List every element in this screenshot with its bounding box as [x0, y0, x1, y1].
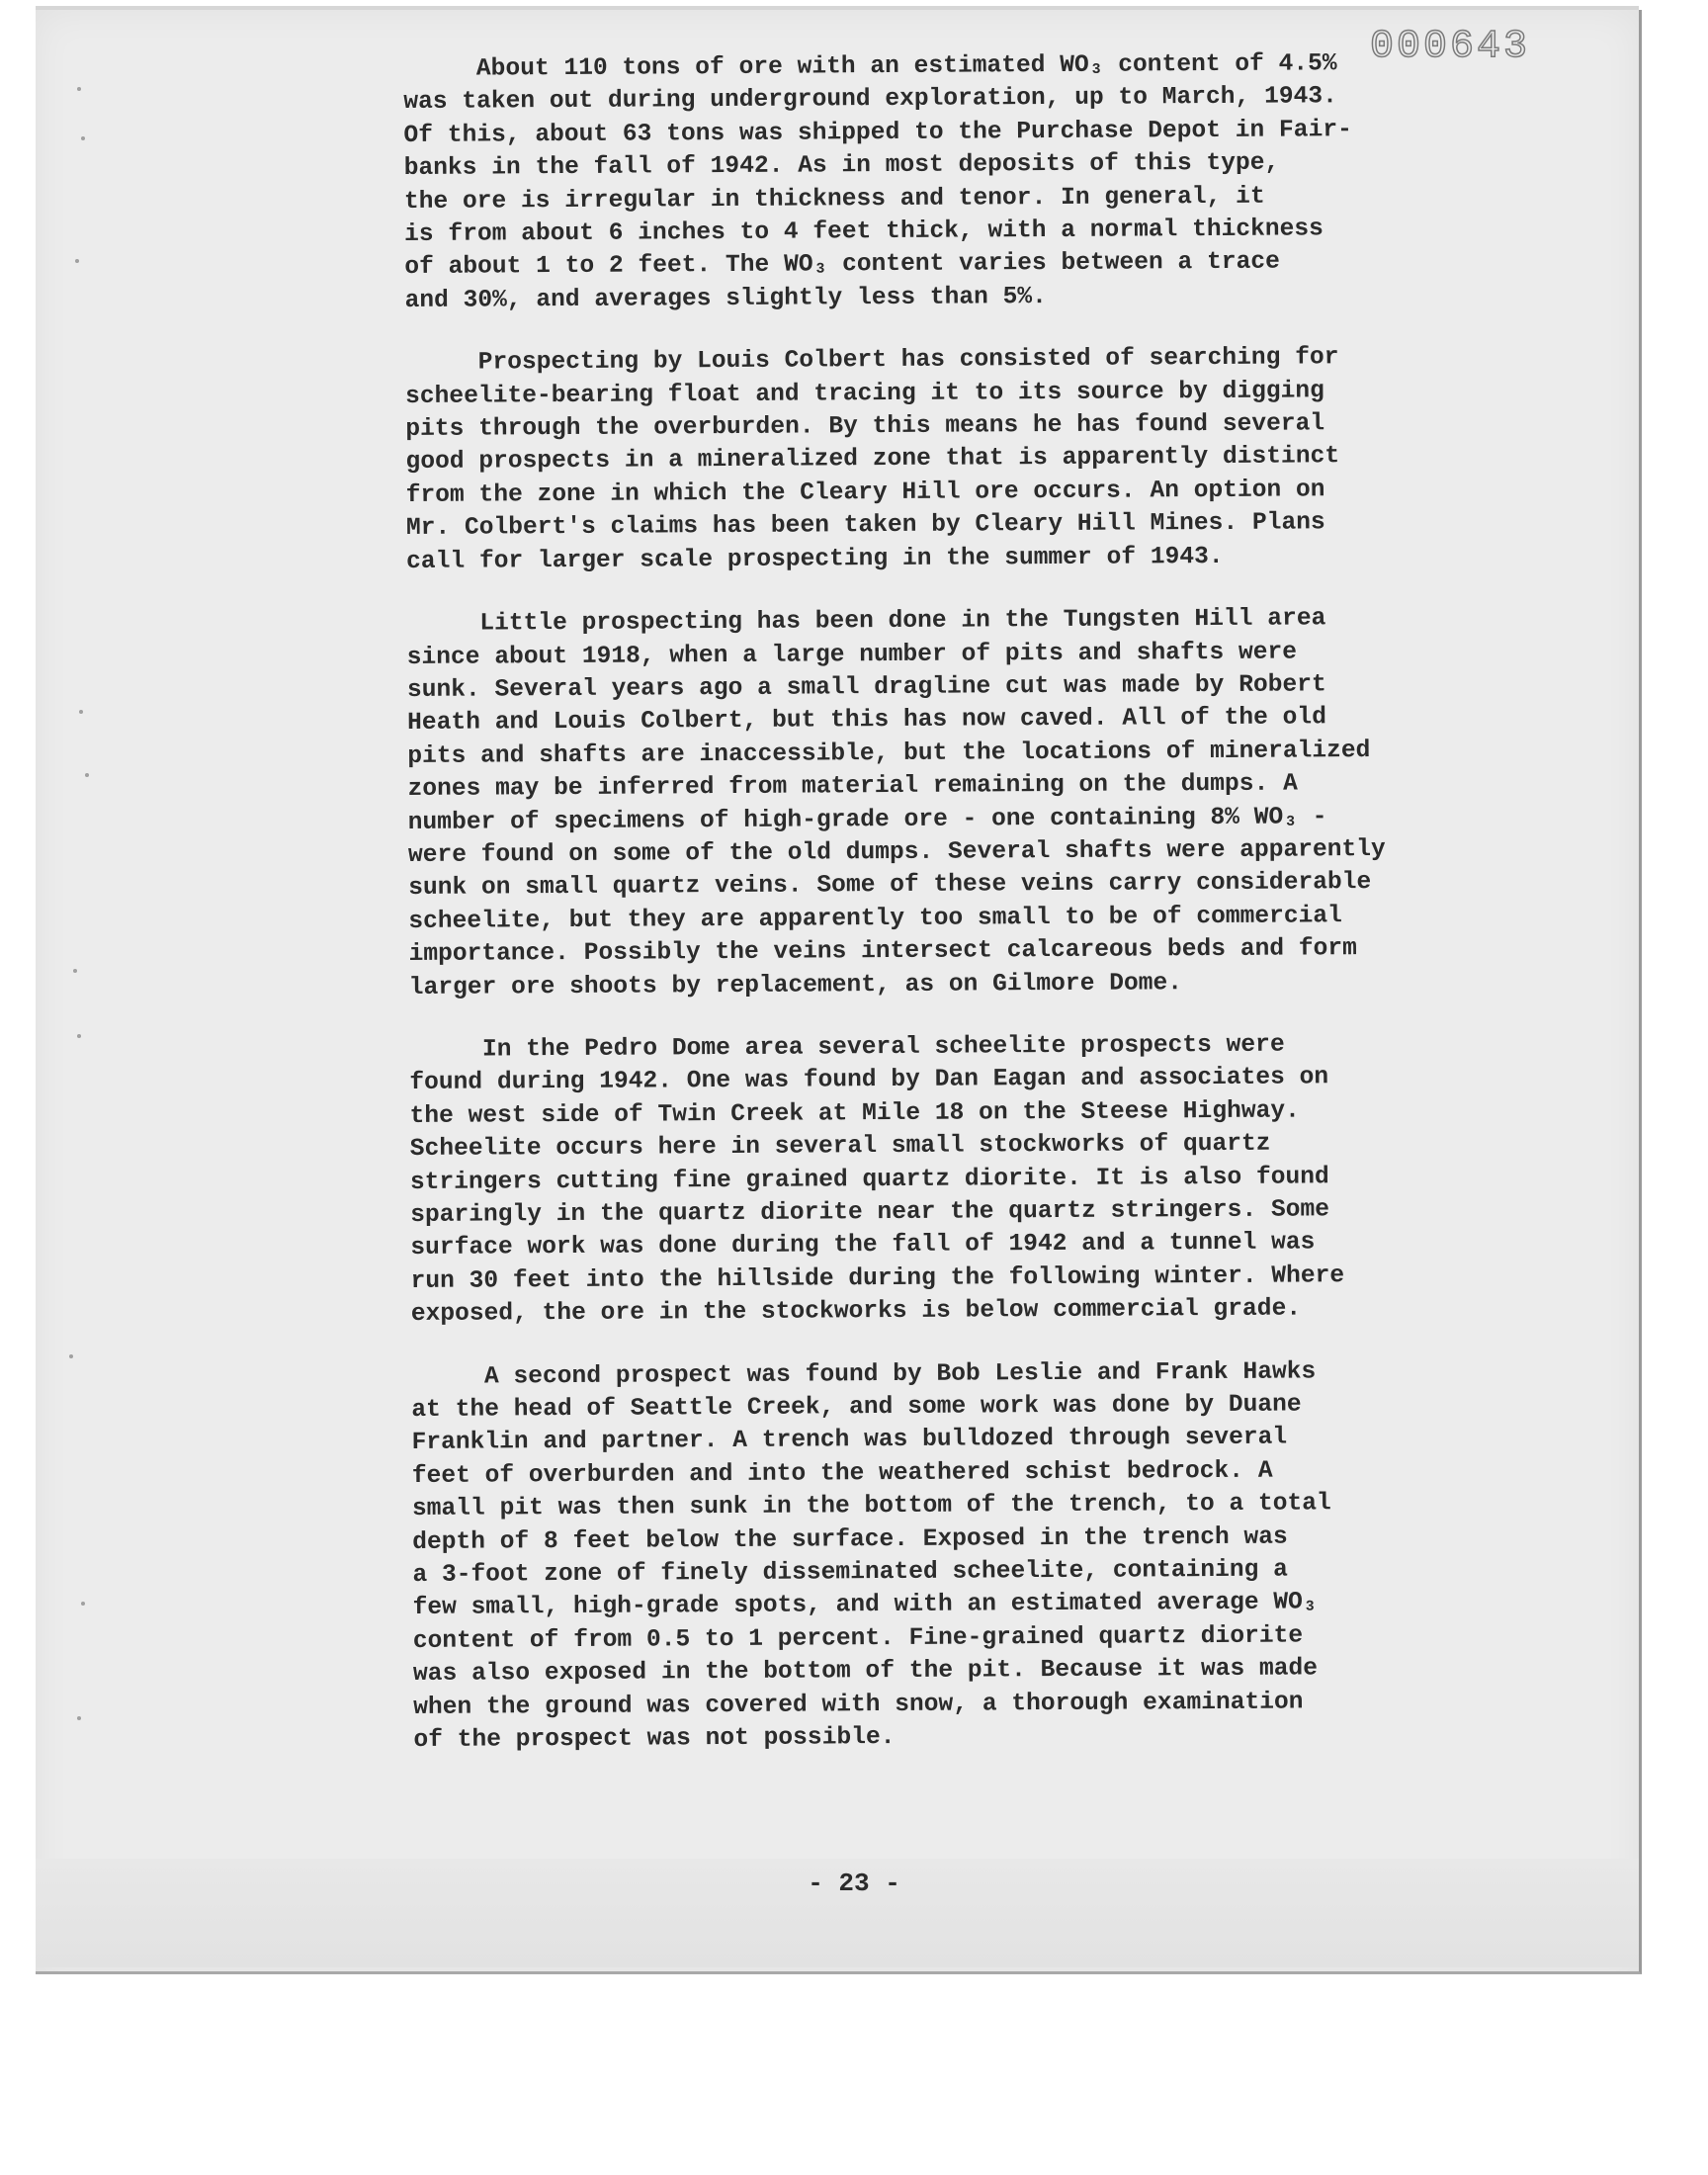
text-line: pits through the overburden. By this means he has found several [405, 410, 1325, 444]
margin-speck [85, 773, 89, 777]
text-line: stringers cutting fine grained quartz diorite. It is also found [409, 1163, 1329, 1196]
text-line: a 3-foot zone of finely disseminated scheelite, containing a [412, 1556, 1289, 1590]
text-line: Prospecting by Louis Colbert has consisted of searching for [404, 344, 1339, 378]
margin-speck [73, 969, 77, 973]
text-line: the west side of Twin Creek at Mile 18 on the Steese Highway. [409, 1097, 1300, 1130]
text-line: surface work was done during the fall of 1942 and a tunnel was [410, 1229, 1316, 1262]
text-line: depth of 8 feet below the surface. Exposed in the trench was [412, 1523, 1288, 1556]
body-paragraph [405, 340, 1541, 578]
text-line: call for larger scale prospecting in the summer of 1943. [406, 543, 1224, 575]
body-paragraph [406, 601, 1543, 1004]
body-paragraph [409, 1027, 1546, 1332]
page-number: - 23 - [808, 1869, 900, 1898]
text-line: at the head of Seattle Creek, and some work was done by Duane [411, 1391, 1302, 1425]
text-line: and 30%, and averages slightly less than 5%. [404, 283, 1047, 314]
text-line: Mr. Colbert's claims has been taken by Cleary Hill Mines. Plans [405, 509, 1325, 543]
text-line: Heath and Louis Colbert, but this has now caved. All of the old [407, 704, 1327, 738]
text-line: feet of overburden and into the weathered schist bedrock. A [411, 1457, 1273, 1490]
text-line: exposed, the ore in the stockworks is below commercial grade. [410, 1295, 1302, 1329]
text-line: good prospects in a mineralized zone that is apparently distinct [405, 443, 1340, 477]
text-line: few small, high-grade spots, and with an estimated average WO₃ [412, 1589, 1318, 1622]
text-line: zones may be inferred from material remaining on the dumps. A [407, 770, 1298, 804]
margin-speck [81, 136, 85, 140]
text-line: since about 1918, when a large number of pits and shafts were [406, 638, 1298, 671]
text-line: pits and shafts are inaccessible, but the locations of mineralized [407, 737, 1371, 770]
text-line: About 110 tons of ore with an estimated WO₃ content of 4.5% [403, 50, 1337, 83]
text-line: the ore is irregular in thickness and tenor. In general, it [403, 183, 1265, 216]
body-paragraph [411, 1354, 1548, 1758]
text-line: content of from 0.5 to 1 percent. Fine-grained quartz diorite [412, 1622, 1304, 1655]
text-line: when the ground was covered with snow, a thorough examination [413, 1689, 1304, 1721]
text-line: importance. Possibly the veins intersect calcareous beds and form [408, 935, 1357, 969]
text-line: number of specimens of high-grade ore - one containing 8% WO₃ - [407, 803, 1327, 836]
text-line: run 30 feet into the hillside during the following winter. Where [410, 1262, 1345, 1295]
text-line: was also exposed in the bottom of the pit. Because it was made [412, 1655, 1319, 1689]
text-line: scheelite, but they are apparently too small to be of commercial [408, 902, 1342, 935]
text-line: In the Pedro Dome area several scheelite prospects were [409, 1031, 1285, 1064]
text-line: sunk on small quartz veins. Some of these veins carry considerable [408, 869, 1372, 903]
body-paragraph [403, 46, 1540, 317]
text-line: larger ore shoots by replacement, as on Gilmore Dome. [408, 969, 1183, 1001]
text-line: of the prospect was not possible. [413, 1724, 896, 1755]
margin-speck [75, 259, 79, 263]
text-line: A second prospect was found by Bob Leslie and Frank Hawks [411, 1358, 1317, 1391]
text-line: is from about 6 inches to 4 feet thick, with a normal thickness [404, 216, 1324, 249]
margin-speck [69, 1354, 73, 1358]
text-line: sunk. Several years ago a small dragline cut was made by Robert [406, 671, 1326, 704]
text-line: were found on some of the old dumps. Several shafts were apparently [407, 835, 1386, 869]
margin-speck [77, 87, 81, 91]
margin-speck [79, 710, 83, 714]
margin-speck [77, 1716, 81, 1720]
text-line: Of this, about 63 tons was shipped to the Purchase Depot in Fair- [403, 116, 1352, 149]
text-line: of about 1 to 2 feet. The WO₃ content varies between a trace [404, 249, 1280, 282]
text-line: scheelite-bearing float and tracing it to its source by digging [405, 377, 1324, 410]
text-line: Scheelite occurs here in several small stockworks of quartz [409, 1130, 1271, 1164]
text-line: Franklin and partner. A trench was bulldozed through several [411, 1425, 1288, 1457]
text-line: found during 1942. One was found by Dan Eagan and associates on [409, 1064, 1329, 1097]
text-line: Little prospecting has been done in the Tungsten Hill area [406, 605, 1326, 639]
text-line: sparingly in the quartz diorite near the quartz stringers. Some [410, 1196, 1330, 1229]
text-line: small pit was then sunk in the bottom of the trench, to a total [411, 1490, 1331, 1523]
margin-speck [81, 1602, 85, 1606]
document-body [403, 46, 1549, 1786]
text-line: banks in the fall of 1942. As in most deposits of this type, [403, 149, 1280, 183]
document-serial-number: 000643 [1370, 25, 1531, 69]
margin-speck [77, 1034, 81, 1038]
text-line: from the zone in which the Cleary Hill ore occurs. An option on [405, 477, 1325, 509]
text-line: was taken out during underground exploration, up to March, 1943. [403, 83, 1337, 117]
